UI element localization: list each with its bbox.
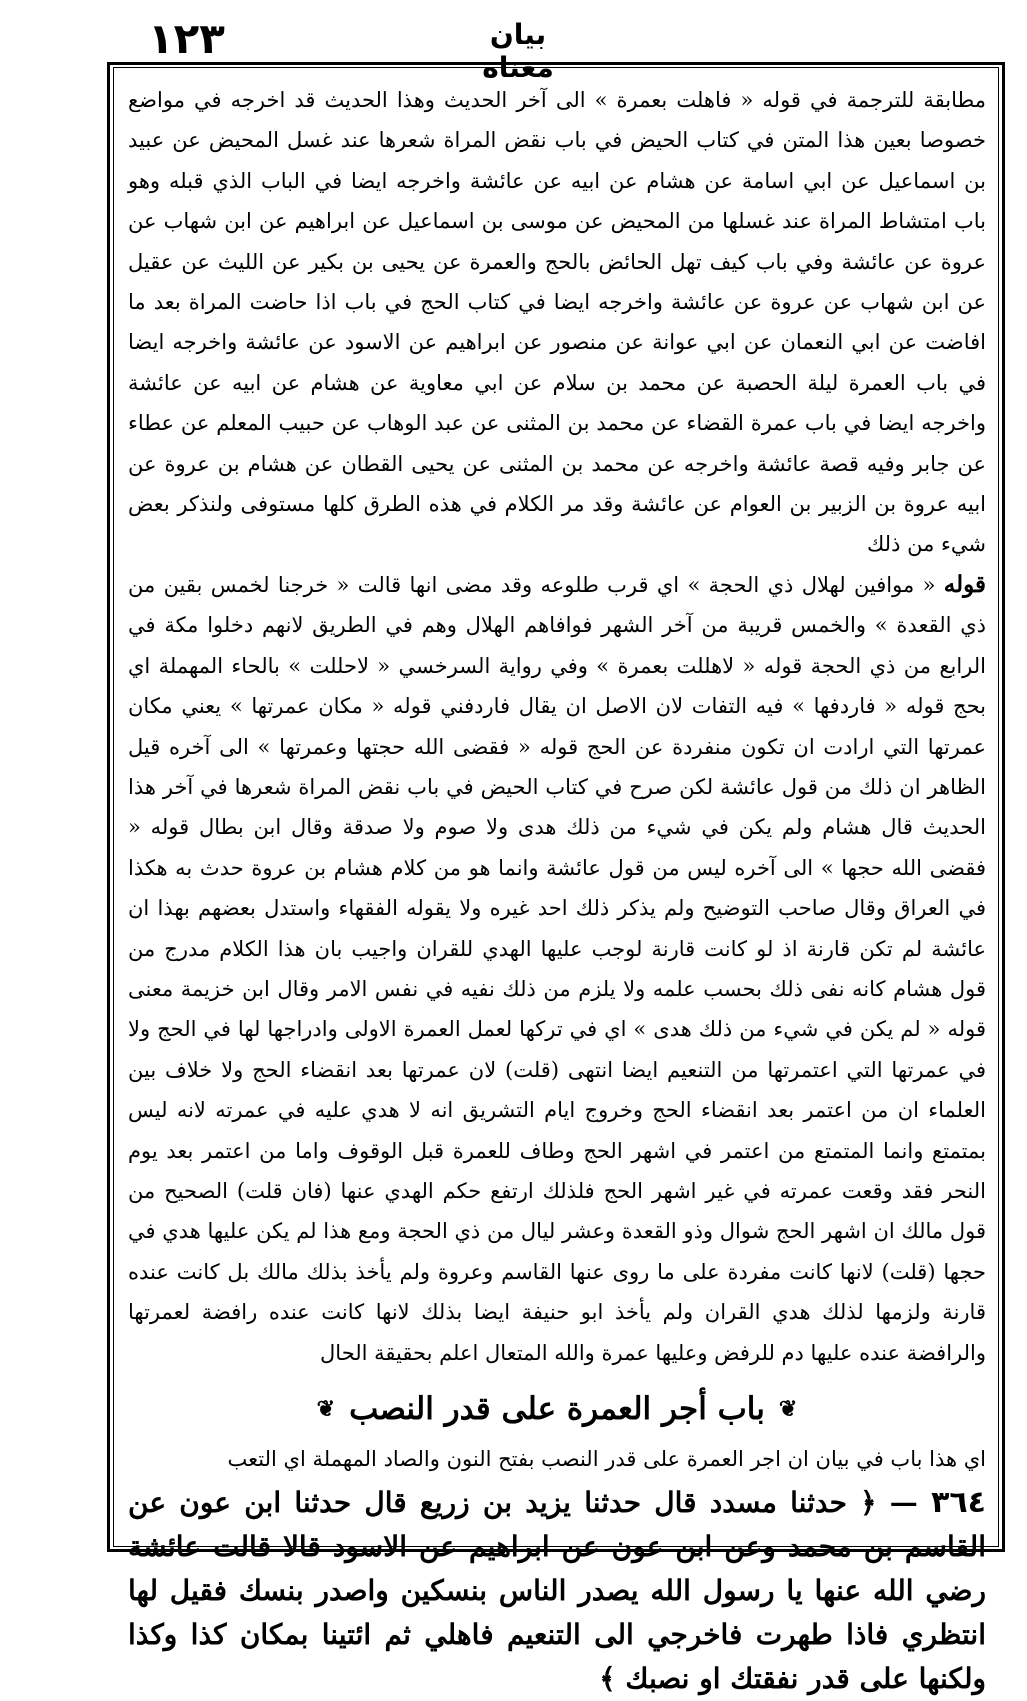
ornament-right-icon: ❦ bbox=[778, 1396, 798, 1422]
running-title: بيان معناه bbox=[482, 18, 554, 84]
page-number: ١٢٣ bbox=[148, 14, 225, 63]
ornament-left-icon: ❦ bbox=[316, 1396, 336, 1422]
commentary-body: « موافين لهلال ذي الحجة » اي قرب طلوعه وقد مضى انها قالت « خرجنا لخمس بقين من ذي القعدة » والخمس قريبة من آخر الشهر فوافاهم الهلال وهم في الطريق لانهم دخلوا مكة في الرابع من ذي الحجة قوله « لاهللت بعمرة » وفي رواية السرخسي « لاحللت » بالحاء المهملة اي بحج قوله « فاردفها » فيه التفات لان الاصل ان يقال فاردفني قوله « مكان عمرتها » يعني مكان عمرتها التي ارادت ان تكون منفردة عن الحج قوله « فقضى الله حجتها وعمرتها » الى آخره قيل الظاهر ان ذلك من قول عائشة لكن صرح في كتاب الحيض في باب نقض المراة شعرها في آخر هذا الحديث قال هشام ولم يكن في شيء من ذلك هدى ولا صوم ولا صدقة وقال ابن بطال قوله « فقضى الله حجها » الى آخره ليس من قول عائشة وانما هو من كلام هشام بن عروة حدث به هكذا في العراق وقال صاحب التوضيح ولم يذكر ذلك احد غيره ولا يقوله الفقهاء واستدل بعضهم بهذا ان عائشة لم تكن قارنة اذ لو كانت قارنة لوجب عليها الهدي للقران واجيب بان هذا الكلام مدرج من قول هشام كانه نفى ذلك بحسب علمه ولا يلزم من ذلك نفيه في نفس الامر وقال ابن خزيمة معنى قوله « لم يكن في شيء من ذلك هدى » اي في تركها لعمل العمرة الاولى وادراجها لها في الحج ولا في عمرتها التي اعتمرتها من التنعيم ايضا انتهى (قلت) لان عمرتها بعد انقضاء الحج ولا خلاف بين العلماء ان من اعتمر بعد انقضاء الحج وخروج ايام التشريق انه لا هدي عليه في عمرته لانه ليس بمتمتع وانما المتمتع من اعتمر في اشهر الحج وطاف للعمرة قبل الوقوف واما من اعتمر بعد يوم النحر فقد وقعت عمرته في غير اشهر الحج فلذلك ارتفع حكم الهدي عنها (فان قلت) الصحيح من قول مالك ان اشهر الحج شوال وذو القعدة وعشر ليال من ذي الحجة ومع هذا لم يكن عليها هدي في حجها (قلت) لانها كانت مفردة على ما روى عنها القاسم وعروة ولم يأخذ بذلك مالك بل كانت عنده قارنة ولزمها لذلك هدي القران ولم يأخذ ابو حنيفة ايضا بذلك لانها كانت عنده رافضة لعمرتها والرافضة عنده عليها دم للرفض وعليها عمرة والله المتعال اعلم بحقيقة الحال bbox=[128, 572, 986, 1365]
hadith-number: ٣٦٤ bbox=[931, 1485, 986, 1520]
commentary-paragraph-2 bbox=[128, 565, 986, 1373]
chapter-heading bbox=[128, 1383, 986, 1435]
keyword-qawluh: قوله bbox=[943, 570, 986, 598]
chapter-note: اي هذا باب في بيان ان اجر العمرة على قدر النصب بفتح النون والصاد المهملة اي التعب bbox=[227, 1447, 986, 1471]
commentary-paragraph: مطابقة للترجمة في قوله « فاهلت بعمرة » الى آخر الحديث وهذا الحديث قد اخرجه في مواضع خصوصا بعين هذا المتن في كتاب الحيض في باب نقض المراة شعرها عند غسل المحيض عن عبيد بن اسماعيل عن ابي اسامة عن هشام عن ابيه عن عائشة واخرجه ايضا في الباب الذي قبله وهو باب امتشاط المراة عند غسلها من المحيض عن موسى بن اسماعيل عن ابراهيم عن ابن شهاب عن عروة عن عائشة وفي باب كيف تهل الحائض بالحج والعمرة عن يحيى بن بكير عن الليث عن عقيل عن ابن شهاب عن عروة عن عائشة واخرجه ايضا في كتاب الحج في باب اذا حاضت المراة بعد ما افاضت عن ابي النعمان عن ابي عوانة عن منصور عن ابراهيم عن الاسود عن عائشة واخرجه ايضا في باب العمرة ليلة الحصبة عن محمد بن سلام عن ابي معاوية عن هشام عن ابيه عن عائشة واخرجه ايضا في باب عمرة القضاء عن محمد بن المثنى عن عبد الوهاب عن حبيب المعلم عن عطاء عن جابر وفيه قصة عائشة واخرجه عن محمد بن المثنى عن يحيى القطان عن هشام بن عروة عن ابيه عروة بن الزبير بن العوام عن عائشة وقد مر الكلام في هذه الطرق كلها مستوفى ولنذكر بعض شيء من ذلك bbox=[128, 88, 986, 557]
hadith-text-block bbox=[128, 1481, 986, 1701]
page-content bbox=[128, 80, 986, 1701]
chapter-title: باب أجر العمرة على قدر النصب bbox=[349, 1391, 765, 1427]
hadith-text: — ﴿ حدثنا مسدد قال حدثنا يزيد بن زريع قال حدثنا ابن عون عن القاسم بن محمد وعن ابن عون عن ابراهيم عن الاسود قالا قالت عائشة رضي الله عنها يا رسول الله يصدر الناس بنسكين واصدر بنسك فقيل لها انتظري فاذا طهرت فاخرجي الى التنعيم فاهلي ثم ائتينا بمكان كذا وكذا ولكنها على قدر نفقتك او نصبك ﴾ bbox=[128, 1486, 986, 1695]
